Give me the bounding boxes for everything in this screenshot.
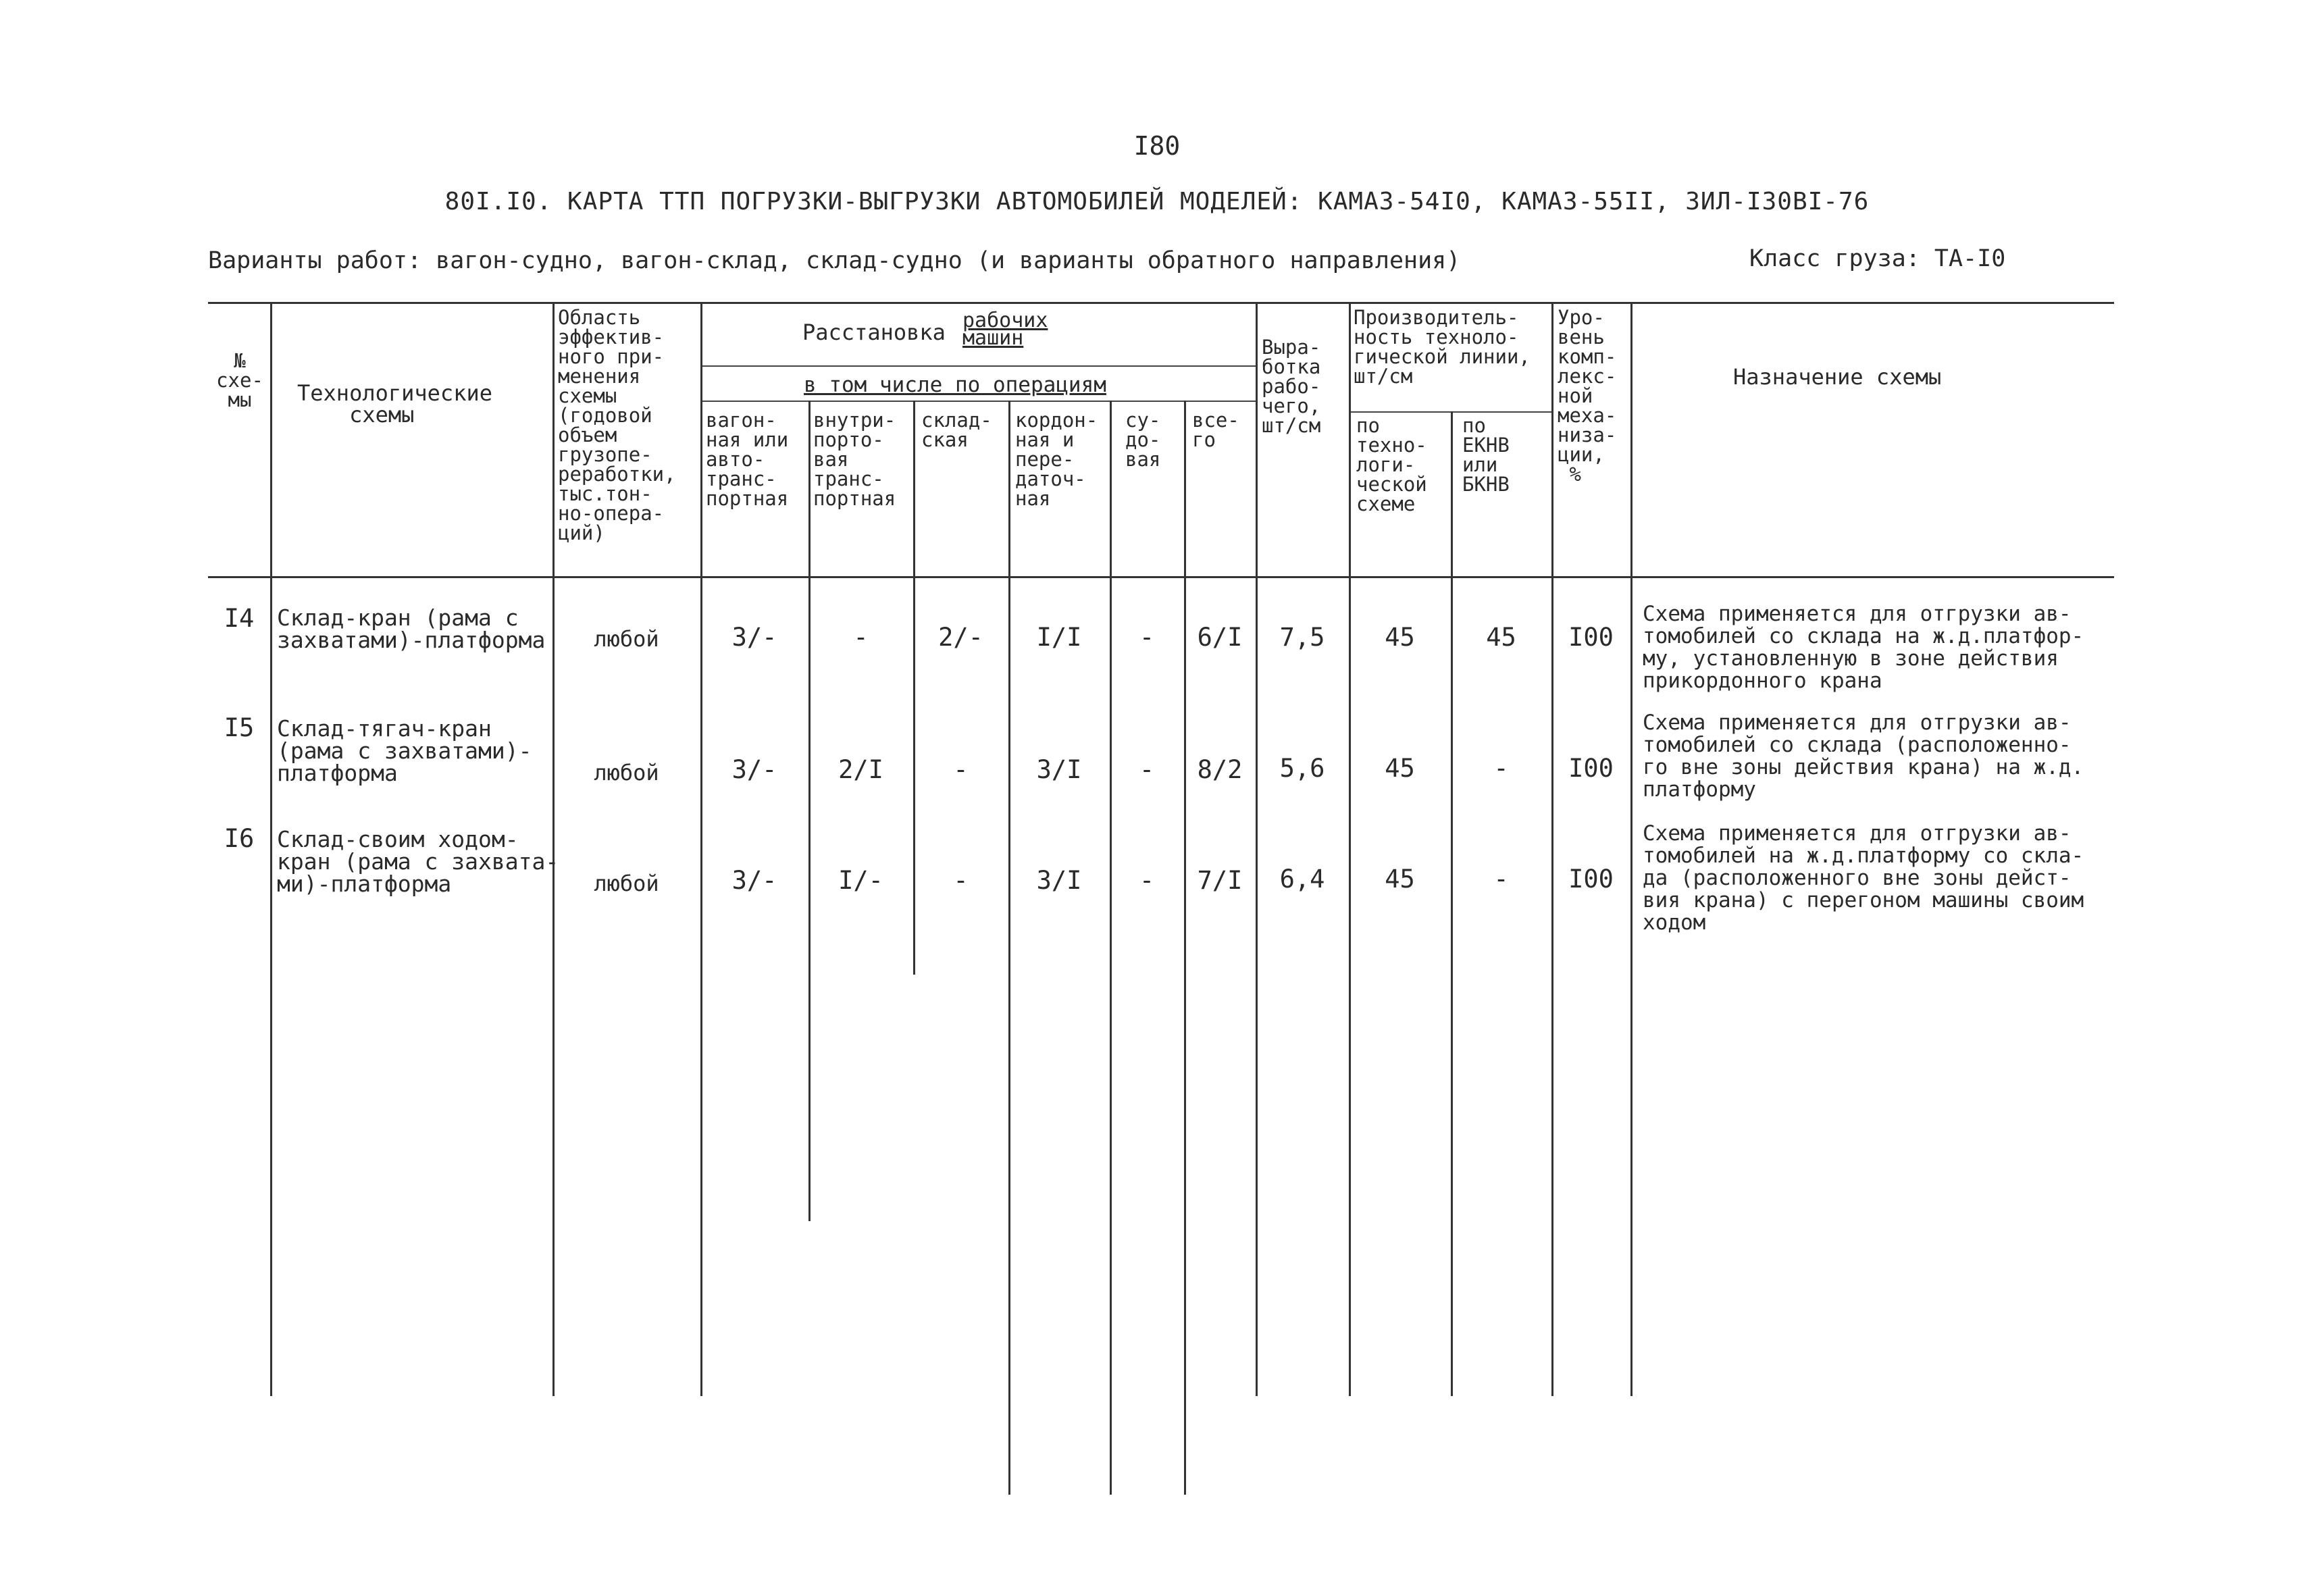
col-rule-8 xyxy=(1184,401,1186,1495)
row-ship: - xyxy=(1139,866,1155,895)
row-by-scheme: 45 xyxy=(1385,865,1415,894)
header-schemes: Технологические схемы xyxy=(297,380,492,428)
row-by-ekhv: - xyxy=(1493,754,1509,783)
row-total: 6/I xyxy=(1197,623,1243,652)
row-output: 7,5 xyxy=(1279,623,1325,652)
row-num: I5 xyxy=(224,713,255,742)
table-top-rule xyxy=(208,302,2114,304)
header-output: Выра- ботка рабо- чего, шт/см xyxy=(1262,336,1321,437)
row-warehouse: - xyxy=(953,755,969,784)
row-cordon: 3/I xyxy=(1036,866,1082,895)
row-purpose: Схема применяется для отгрузки ав- томобилей со склада (расположенно- го вне зоны действия крана) на ж.д. платформу xyxy=(1643,711,2084,802)
row-scheme: Склад-кран (рама с захватами)-платформа xyxy=(277,604,546,653)
row-intraport: I/- xyxy=(838,866,883,895)
header-placement-machines: рабочих машин xyxy=(962,309,1048,350)
col-rule-9 xyxy=(1256,302,1258,1396)
header-including: в том числе по операциям xyxy=(804,373,1106,397)
cargo-class: Класс груза: ТА-I0 xyxy=(1749,245,2006,272)
row-area: любой xyxy=(594,626,659,652)
header-intraport: внутри- порто- вая транс- портная xyxy=(813,409,896,510)
row-scheme: Склад-тягач-кран (рама с захватами)- платформа xyxy=(277,715,532,786)
col-rule-6 xyxy=(1008,401,1010,1495)
header-mech-level: Уро- вень комп- лекс- ной меха- низа- ции, % xyxy=(1558,306,1617,486)
row-total: 8/2 xyxy=(1197,755,1243,784)
row-by-scheme: 45 xyxy=(1385,623,1415,652)
header-warehouse: склад- ская xyxy=(921,409,992,451)
row-ship: - xyxy=(1139,623,1155,652)
work-variants: Варианты работ: вагон-судно, вагон-склад, склад-судно (и варианты обратного направления) xyxy=(208,247,1461,274)
row-wagon: 3/- xyxy=(731,866,777,895)
row-mech: I00 xyxy=(1568,754,1614,783)
header-cordon: кордон- ная и пере- даточ- ная xyxy=(1015,409,1098,510)
col-rule-7 xyxy=(1110,401,1112,1495)
row-cordon: 3/I xyxy=(1036,755,1082,784)
row-scheme: Склад-своим ходом- кран (рама с захвата- ми)-платформа xyxy=(277,826,559,897)
row-purpose: Схема применяется для отгрузки ав- томобилей со склада на ж.д.платфор- му, установленную в зоне действия прикордонного крана xyxy=(1643,602,2084,693)
including-rule xyxy=(700,401,1256,402)
row-num: I6 xyxy=(224,824,255,853)
row-intraport: - xyxy=(853,623,869,652)
header-wagon: вагон- ная или авто- транс- портная xyxy=(706,409,789,510)
row-num: I4 xyxy=(224,604,255,633)
productivity-rule xyxy=(1349,411,1551,413)
row-ship: - xyxy=(1139,755,1155,784)
header-area: Область эффектив- ного при- менения схемы (годовой объем грузопе- реработки, тыс.тон- но-опера- ций) xyxy=(558,306,676,544)
row-total: 7/I xyxy=(1197,866,1243,895)
row-wagon: 3/- xyxy=(731,623,777,652)
header-total: все- го xyxy=(1192,409,1239,451)
header-by-ekhv: по ЕКНВ или БКНВ xyxy=(1462,414,1510,496)
col-rule-3 xyxy=(700,302,702,1396)
placement-rule xyxy=(700,365,1256,367)
row-area: любой xyxy=(594,871,659,896)
col-rule-12 xyxy=(1551,302,1553,1396)
col-rule-4 xyxy=(808,401,811,1221)
row-output: 6,4 xyxy=(1279,865,1325,894)
row-mech: I00 xyxy=(1568,865,1614,894)
row-purpose: Схема применяется для отгрузки ав- томобилей на ж.д.платформу со скла- да (расположенного вне зоны дейст- вия крана) с перегоном машины своим ходом xyxy=(1643,821,2084,935)
row-mech: I00 xyxy=(1568,623,1614,652)
page-title: 80I.I0. КАРТА ТТП ПОГРУЗКИ-ВЫГРУЗКИ АВТОМОБИЛЕЙ МОДЕЛЕЙ: КАМАЗ-54I0, КАМАЗ-55II, ЗИЛ-I30ВI-76 xyxy=(444,188,1870,215)
row-by-ekhv: 45 xyxy=(1486,623,1516,652)
row-by-scheme: 45 xyxy=(1385,754,1415,783)
col-rule-10 xyxy=(1349,302,1351,1396)
header-purpose: Назначение схемы xyxy=(1733,364,1942,390)
row-warehouse: - xyxy=(953,866,969,895)
col-rule-1 xyxy=(270,302,272,1396)
header-bottom-rule xyxy=(208,576,2114,578)
row-output: 5,6 xyxy=(1279,754,1325,783)
header-ship: су- до- вая xyxy=(1125,409,1161,471)
header-productivity: Производитель- ность техноло- гической линии, шт/см xyxy=(1354,306,1531,388)
col-rule-11 xyxy=(1451,411,1453,1396)
header-by-scheme: по техно- логи- ческой схеме xyxy=(1356,414,1427,515)
row-area: любой xyxy=(594,760,659,786)
header-num: № схе- мы xyxy=(216,349,263,411)
header-placement: Расстановка xyxy=(802,319,959,345)
page-number: I80 xyxy=(1133,131,1181,161)
row-cordon: I/I xyxy=(1036,623,1082,652)
row-by-ekhv: - xyxy=(1493,865,1509,894)
row-warehouse: 2/- xyxy=(938,623,983,652)
row-intraport: 2/I xyxy=(838,755,883,784)
col-rule-13 xyxy=(1630,302,1632,1396)
row-wagon: 3/- xyxy=(731,755,777,784)
